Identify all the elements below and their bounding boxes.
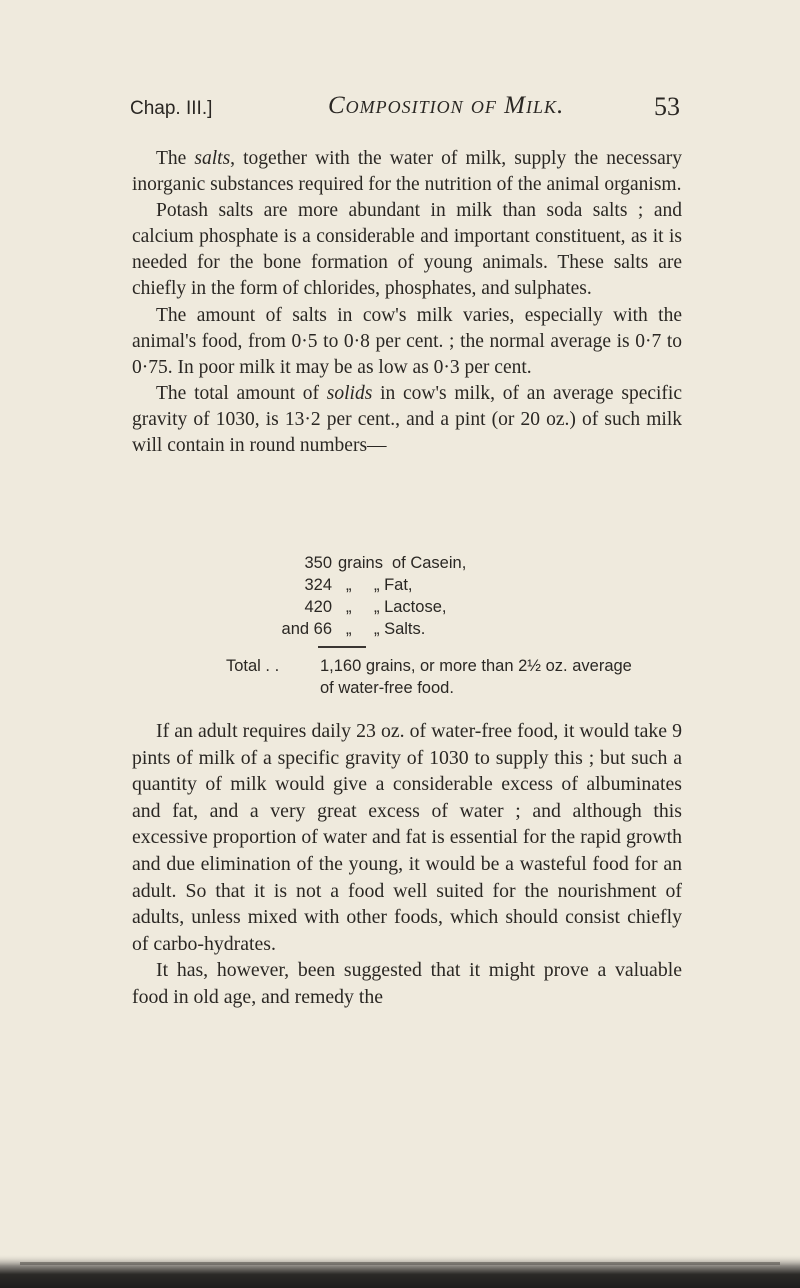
chapter-label: Chap. III.] — [130, 98, 213, 119]
running-header — [130, 92, 680, 126]
total-note: of water-free food. — [320, 679, 454, 697]
body-text-top — [132, 146, 682, 459]
paragraph-potash: Potash salts are more abundant in milk than soda salts ; and calcium phosphate is a considerable and important constituent, as it is needed for the bone formation of young animals. These salts are chiefly in the form of chlorides, phosphates, and sulphates. — [132, 200, 682, 300]
table-row: and 66 „ „ Salts. — [281, 620, 426, 638]
paragraph-salts: The salts, together with the water of milk, supply the necessary inorganic substances required for the nutrition of the animal organism. — [132, 148, 682, 196]
total-value: 1,160 grains, or more than 2½ oz. average — [320, 657, 632, 675]
table-row: 324 „ „ Fat, — [304, 576, 413, 594]
scan-edge-artifact — [0, 1248, 800, 1288]
body-text-bottom — [132, 718, 682, 1011]
page-number: 53 — [654, 92, 680, 121]
table-row: 350 grains of Casein, — [304, 554, 467, 572]
running-title: Composition of Milk. — [328, 92, 565, 119]
paragraph-amount: The amount of salts in cow's milk varies, especially with the animal's food, from 0·5 to 0·8 per cent. ; the normal average is 0·7 to 0·75. In poor milk it may be as low as 0·3 per cent. — [132, 304, 682, 378]
sum-rule — [318, 646, 366, 648]
composition-table — [270, 552, 530, 640]
total-label: Total . . — [226, 657, 280, 675]
paragraph-solids: The total amount of solids in cow's milk, of an average specific gravity of 1030, is 13·2 per cent., and a pint (or 20 oz.) of such milk will contain in round numbers— — [132, 382, 682, 457]
table-row: 420 „ „ Lactose, — [304, 598, 447, 616]
paragraph-old-age: It has, however, been suggested that it might prove a valuable food in old age, and remedy the — [132, 959, 682, 1008]
paragraph-adult: If an adult requires daily 23 oz. of water-free food, it would take 9 pints of milk of a specific gravity of 1030 to supply this ; but such a quantity of milk would give a considerable excess of albuminates and fat, and a very great excess of water ; and although this excessive proportion of water and fat is essential for the rapid growth and due elimination of the young, it would be a wasteful food for an adult. So that it is not a food well suited for the nourishment of adults, unless mixed with other foods, which should consist chiefly of carbo-hydrates. — [132, 720, 682, 955]
